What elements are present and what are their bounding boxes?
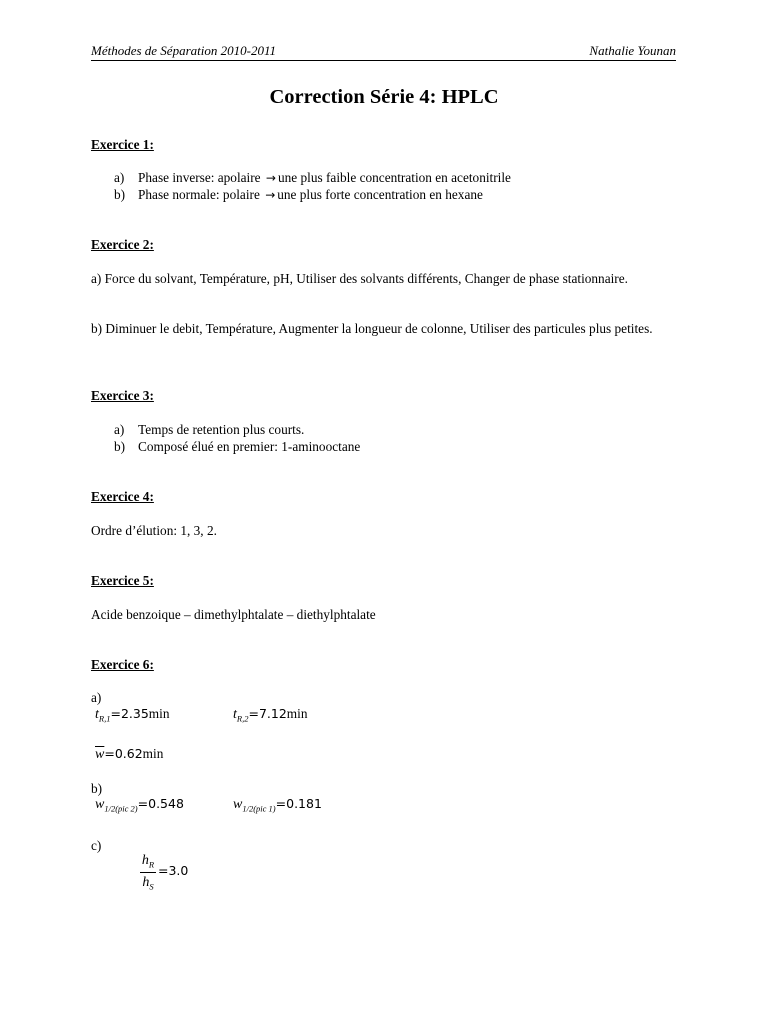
math-subscript: R: [148, 859, 155, 870]
math-unit: min: [142, 746, 164, 761]
arrow-right-icon: →: [265, 171, 276, 185]
exercise-3-item-b: [114, 439, 360, 455]
header-author: Nathalie Younan: [589, 43, 676, 58]
exercise-6-heading: Exercice 6:: [91, 657, 154, 672]
exercise-4-answer: Ordre d’élution: 1, 3, 2.: [91, 523, 217, 538]
math-variable: $\overline{w}$: [95, 747, 105, 762]
item-text: Temps de retention plus courts.: [138, 422, 305, 437]
exercise-3-heading: Exercice 3:: [91, 388, 154, 403]
math-value: =0.548: [137, 796, 184, 811]
ratio-value: =3.0: [158, 863, 189, 878]
exercise-1-heading: Exercice 1:: [91, 137, 154, 152]
math-variable: w: [233, 797, 243, 812]
exercise-2-answer-a: a) Force du solvant, Température, pH, Utiliser des solvants différents, Changer de phase stationnaire.: [91, 271, 628, 286]
item-label: a): [114, 170, 125, 185]
math-value: =2.35: [110, 706, 149, 721]
exercise-5-answer: Acide benzoique – dimethylphtalate – diethylphtalate: [91, 607, 376, 622]
math-unit: min: [148, 706, 170, 721]
fraction-numerator: [140, 852, 156, 870]
page-title: Correction Série 4: HPLC: [269, 86, 499, 108]
header-course: Méthodes de Séparation 2010-2011: [91, 43, 276, 58]
arrow-right-icon: →: [265, 188, 276, 202]
half-width-peak-2: [95, 796, 184, 814]
math-value: =0.181: [275, 796, 322, 811]
item-text-pre: Phase inverse: apolaire: [138, 170, 261, 185]
math-variable: h: [141, 853, 149, 868]
retention-time-1: [95, 706, 169, 724]
item-text: Composé élué en premier: 1-aminooctane: [138, 439, 361, 454]
exercise-3-item-a: [114, 422, 304, 438]
exercise-2-answer-b: b) Diminuer le debit, Température, Augmenter la longueur de colonne, Utiliser des particules plus petites.: [91, 321, 653, 336]
mean-peak-width: [95, 746, 163, 763]
math-variable: w: [95, 797, 105, 812]
math-subscript: 1/2(pic 1): [242, 803, 276, 814]
retention-time-2: [233, 706, 307, 724]
page-header: [91, 42, 676, 61]
fraction-bar: [140, 872, 156, 873]
math-value: =7.12: [248, 706, 287, 721]
item-text-post: une plus faible concentration en acetonitrile: [277, 170, 511, 185]
exercise-5-heading: Exercice 5:: [91, 573, 154, 588]
math-subscript: R,1: [98, 713, 111, 724]
exercise-4-heading: Exercice 4:: [91, 489, 154, 504]
item-label: a): [114, 422, 125, 437]
exercise-2-heading: Exercice 2:: [91, 237, 154, 252]
half-width-peak-1: [233, 796, 322, 814]
math-unit: min: [286, 706, 308, 721]
exercise-1-item-b: [114, 187, 483, 203]
math-subscript: S: [149, 881, 154, 892]
fraction-denominator: [140, 874, 156, 892]
math-variable: h: [142, 875, 150, 890]
item-label: b): [114, 439, 126, 454]
exercise-6-part-a-label: a): [91, 690, 102, 705]
math-variable: t: [233, 707, 237, 722]
math-subscript: 1/2(pic 2): [104, 803, 138, 814]
exercise-6-part-b-label: b): [91, 781, 103, 796]
item-text-pre: Phase normale: polaire: [138, 187, 260, 202]
exercise-6-part-c-label: c): [91, 838, 102, 853]
item-label: b): [114, 187, 126, 202]
exercise-1-item-a: [114, 170, 511, 186]
item-text-post: une plus forte concentration en hexane: [277, 187, 483, 202]
math-subscript: R,2: [236, 713, 249, 724]
math-value: =0.62: [104, 746, 143, 761]
math-variable: t: [95, 707, 99, 722]
